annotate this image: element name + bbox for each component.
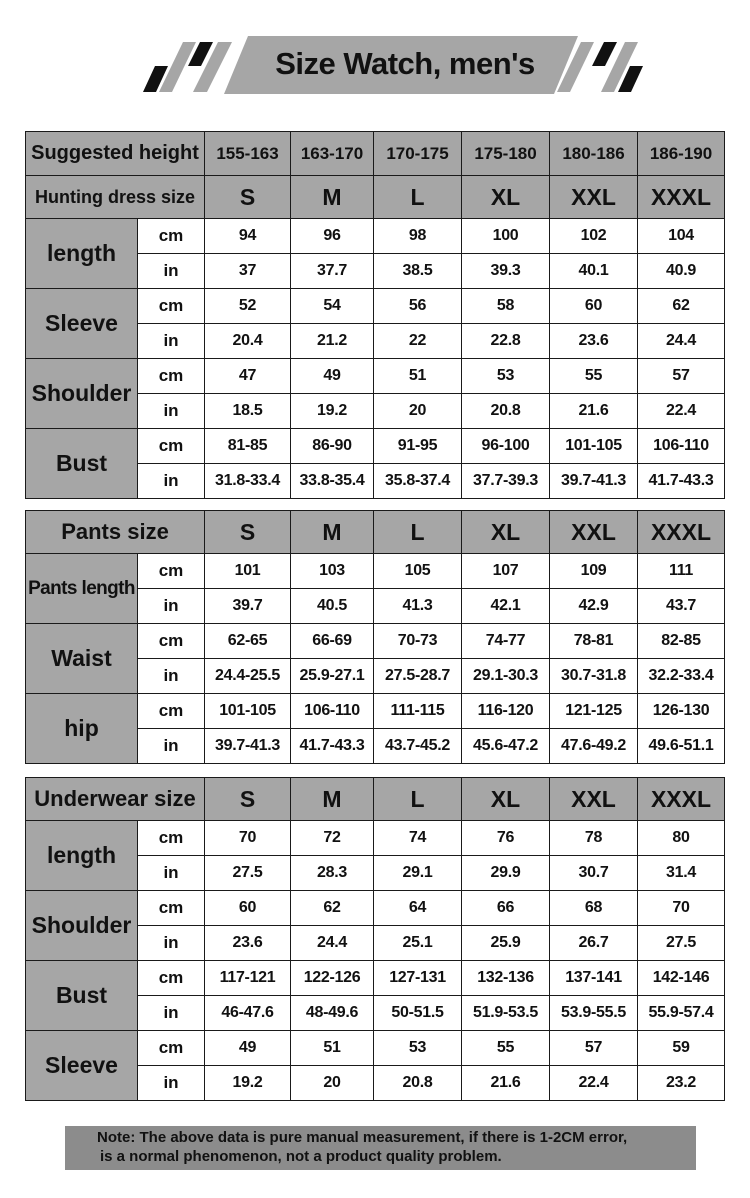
value-cell: 70-73	[374, 624, 462, 659]
value-cell: 20	[374, 394, 462, 429]
value-cell: 50-51.5	[374, 996, 462, 1031]
value-cell: 43.7	[638, 589, 725, 624]
value-cell: 26.7	[550, 926, 638, 961]
value-cell: 31.4	[638, 856, 725, 891]
value-cell: 49	[291, 359, 374, 394]
height-cell: 170-175	[374, 132, 462, 176]
size-label: M	[291, 176, 374, 219]
value-cell: 19.2	[291, 394, 374, 429]
value-cell: 25.9	[462, 926, 550, 961]
value-cell: 103	[291, 554, 374, 589]
value-cell: 81-85	[205, 429, 291, 464]
right-slash-2	[592, 42, 617, 66]
value-cell: 27.5	[638, 926, 725, 961]
value-cell: 22.8	[462, 324, 550, 359]
measurement-label-length: length	[26, 821, 138, 891]
value-cell: 22	[374, 324, 462, 359]
value-cell: 20	[291, 1066, 374, 1101]
value-cell: 96-100	[462, 429, 550, 464]
value-cell: 51	[374, 359, 462, 394]
table-row	[26, 429, 725, 464]
note-line-2: is a normal phenomenon, not a product quality problem.	[100, 1148, 502, 1165]
value-cell: 106-110	[638, 429, 725, 464]
size-label: XXL	[550, 511, 638, 554]
value-cell: 62	[638, 289, 725, 324]
value-cell: 78-81	[550, 624, 638, 659]
height-cell: 155-163	[205, 132, 291, 176]
size-label: XXXL	[638, 511, 725, 554]
value-cell: 100	[462, 219, 550, 254]
value-cell: 22.4	[638, 394, 725, 429]
measurement-label-sleeve: Sleeve	[26, 1031, 138, 1101]
value-cell: 42.9	[550, 589, 638, 624]
size-label: L	[374, 176, 462, 219]
value-cell: 39.7-41.3	[550, 464, 638, 499]
measurement-label-hip: hip	[26, 694, 138, 764]
value-cell: 28.3	[291, 856, 374, 891]
value-cell: 37.7	[291, 254, 374, 289]
value-cell: 33.8-35.4	[291, 464, 374, 499]
value-cell: 31.8-33.4	[205, 464, 291, 499]
value-cell: 102	[550, 219, 638, 254]
value-cell: 41.7-43.3	[638, 464, 725, 499]
value-cell: 39.3	[462, 254, 550, 289]
value-cell: 51.9-53.5	[462, 996, 550, 1031]
table-row	[26, 1031, 725, 1066]
value-cell: 74	[374, 821, 462, 856]
value-cell: 91-95	[374, 429, 462, 464]
value-cell: 32.2-33.4	[638, 659, 725, 694]
value-cell: 96	[291, 219, 374, 254]
value-cell: 21.2	[291, 324, 374, 359]
value-cell: 107	[462, 554, 550, 589]
value-cell: 70	[205, 821, 291, 856]
size-label: XXXL	[638, 778, 725, 821]
value-cell: 66	[462, 891, 550, 926]
value-cell: 40.1	[550, 254, 638, 289]
measurement-label-bust: Bust	[26, 429, 138, 499]
value-cell: 101	[205, 554, 291, 589]
unit-label: in	[138, 589, 205, 624]
unit-label: in	[138, 729, 205, 764]
size-header-row	[26, 511, 725, 554]
value-cell: 62-65	[205, 624, 291, 659]
value-cell: 49	[205, 1031, 291, 1066]
value-cell: 24.4-25.5	[205, 659, 291, 694]
unit-label: cm	[138, 694, 205, 729]
value-cell: 49.6-51.1	[638, 729, 725, 764]
value-cell: 132-136	[462, 961, 550, 996]
value-cell: 101-105	[205, 694, 291, 729]
value-cell: 22.4	[550, 1066, 638, 1101]
value-cell: 24.4	[638, 324, 725, 359]
value-cell: 29.1	[374, 856, 462, 891]
value-cell: 72	[291, 821, 374, 856]
value-cell: 53	[462, 359, 550, 394]
value-cell: 23.6	[205, 926, 291, 961]
table-row	[26, 554, 725, 589]
pants-size-table	[25, 510, 725, 764]
unit-label: cm	[138, 554, 205, 589]
value-cell: 52	[205, 289, 291, 324]
value-cell: 80	[638, 821, 725, 856]
measurement-label-length: length	[26, 219, 138, 289]
value-cell: 57	[638, 359, 725, 394]
unit-label: in	[138, 926, 205, 961]
size-header-row	[26, 778, 725, 821]
unit-label: in	[138, 254, 205, 289]
value-cell: 122-126	[291, 961, 374, 996]
value-cell: 39.7	[205, 589, 291, 624]
value-cell: 48-49.6	[291, 996, 374, 1031]
value-cell: 94	[205, 219, 291, 254]
value-cell: 57	[550, 1031, 638, 1066]
value-cell: 53	[374, 1031, 462, 1066]
height-cell: 163-170	[291, 132, 374, 176]
value-cell: 21.6	[550, 394, 638, 429]
size-label: S	[205, 778, 291, 821]
size-label: XXL	[550, 778, 638, 821]
value-cell: 37	[205, 254, 291, 289]
value-cell: 21.6	[462, 1066, 550, 1101]
value-cell: 105	[374, 554, 462, 589]
value-cell: 68	[550, 891, 638, 926]
value-cell: 111	[638, 554, 725, 589]
table-row	[26, 219, 725, 254]
value-cell: 55	[462, 1031, 550, 1066]
disclaimer-note	[65, 1126, 696, 1170]
value-cell: 20.8	[462, 394, 550, 429]
value-cell: 121-125	[550, 694, 638, 729]
table-row	[26, 359, 725, 394]
value-cell: 41.3	[374, 589, 462, 624]
value-cell: 116-120	[462, 694, 550, 729]
value-cell: 104	[638, 219, 725, 254]
table-row	[26, 961, 725, 996]
value-cell: 127-131	[374, 961, 462, 996]
value-cell: 24.4	[291, 926, 374, 961]
value-cell: 117-121	[205, 961, 291, 996]
value-cell: 62	[291, 891, 374, 926]
value-cell: 58	[462, 289, 550, 324]
measurement-label-shoulder: Shoulder	[26, 359, 138, 429]
value-cell: 41.7-43.3	[291, 729, 374, 764]
measurement-label-shoulder: Shoulder	[26, 891, 138, 961]
size-header-row	[26, 176, 725, 219]
value-cell: 37.7-39.3	[462, 464, 550, 499]
value-cell: 42.1	[462, 589, 550, 624]
value-cell: 106-110	[291, 694, 374, 729]
value-cell: 27.5	[205, 856, 291, 891]
unit-label: in	[138, 394, 205, 429]
value-cell: 20.4	[205, 324, 291, 359]
size-label: XL	[462, 511, 550, 554]
size-label: XL	[462, 176, 550, 219]
value-cell: 126-130	[638, 694, 725, 729]
table-row	[26, 891, 725, 926]
value-cell: 76	[462, 821, 550, 856]
size-label: M	[291, 778, 374, 821]
size-label: M	[291, 511, 374, 554]
value-cell: 39.7-41.3	[205, 729, 291, 764]
size-label: L	[374, 778, 462, 821]
value-cell: 46-47.6	[205, 996, 291, 1031]
value-cell: 137-141	[550, 961, 638, 996]
height-cell: 186-190	[638, 132, 725, 176]
value-cell: 19.2	[205, 1066, 291, 1101]
value-cell: 111-115	[374, 694, 462, 729]
table-row	[26, 624, 725, 659]
size-label: XL	[462, 778, 550, 821]
value-cell: 47	[205, 359, 291, 394]
value-cell: 27.5-28.7	[374, 659, 462, 694]
value-cell: 109	[550, 554, 638, 589]
size-label: XXXL	[638, 176, 725, 219]
unit-label: cm	[138, 359, 205, 394]
size-label: S	[205, 176, 291, 219]
value-cell: 101-105	[550, 429, 638, 464]
value-cell: 60	[550, 289, 638, 324]
pants-size-label: Pants size	[26, 511, 205, 554]
value-cell: 29.1-30.3	[462, 659, 550, 694]
value-cell: 25.1	[374, 926, 462, 961]
title-banner	[0, 0, 750, 110]
hunting-dress-size-label: Hunting dress size	[26, 176, 205, 219]
value-cell: 78	[550, 821, 638, 856]
unit-label: in	[138, 464, 205, 499]
value-cell: 23.6	[550, 324, 638, 359]
measurement-label-waist: Waist	[26, 624, 138, 694]
unit-label: in	[138, 324, 205, 359]
value-cell: 142-146	[638, 961, 725, 996]
unit-label: cm	[138, 219, 205, 254]
note-line-1: Note: The above data is pure manual measurement, if there is 1-2CM error,	[97, 1129, 628, 1146]
unit-label: cm	[138, 961, 205, 996]
value-cell: 54	[291, 289, 374, 324]
value-cell: 82-85	[638, 624, 725, 659]
value-cell: 98	[374, 219, 462, 254]
value-cell: 43.7-45.2	[374, 729, 462, 764]
value-cell: 59	[638, 1031, 725, 1066]
value-cell: 29.9	[462, 856, 550, 891]
height-cell: 180-186	[550, 132, 638, 176]
value-cell: 74-77	[462, 624, 550, 659]
value-cell: 51	[291, 1031, 374, 1066]
table-row	[26, 694, 725, 729]
value-cell: 40.5	[291, 589, 374, 624]
size-label: XXL	[550, 176, 638, 219]
measurement-label-pants-length: Pants length	[26, 554, 138, 624]
unit-label: in	[138, 1066, 205, 1101]
unit-label: cm	[138, 289, 205, 324]
value-cell: 38.5	[374, 254, 462, 289]
value-cell: 55	[550, 359, 638, 394]
value-cell: 47.6-49.2	[550, 729, 638, 764]
suggested-height-label: Suggested height	[26, 132, 205, 176]
hunting-dress-size-table	[25, 131, 725, 499]
unit-label: in	[138, 659, 205, 694]
table-row	[26, 289, 725, 324]
value-cell: 30.7	[550, 856, 638, 891]
page-title: Size Watch, men's	[275, 46, 535, 81]
value-cell: 23.2	[638, 1066, 725, 1101]
value-cell: 18.5	[205, 394, 291, 429]
value-cell: 60	[205, 891, 291, 926]
underwear-size-label: Underwear size	[26, 778, 205, 821]
unit-label: cm	[138, 624, 205, 659]
value-cell: 64	[374, 891, 462, 926]
size-label: S	[205, 511, 291, 554]
unit-label: cm	[138, 821, 205, 856]
value-cell: 70	[638, 891, 725, 926]
unit-label: cm	[138, 1031, 205, 1066]
height-cell: 175-180	[462, 132, 550, 176]
value-cell: 20.8	[374, 1066, 462, 1101]
value-cell: 30.7-31.8	[550, 659, 638, 694]
value-cell: 56	[374, 289, 462, 324]
value-cell: 25.9-27.1	[291, 659, 374, 694]
value-cell: 86-90	[291, 429, 374, 464]
value-cell: 55.9-57.4	[638, 996, 725, 1031]
value-cell: 35.8-37.4	[374, 464, 462, 499]
underwear-size-table	[25, 777, 725, 1101]
unit-label: in	[138, 856, 205, 891]
table-row	[26, 821, 725, 856]
value-cell: 53.9-55.5	[550, 996, 638, 1031]
measurement-label-sleeve: Sleeve	[26, 289, 138, 359]
value-cell: 40.9	[638, 254, 725, 289]
value-cell: 66-69	[291, 624, 374, 659]
unit-label: cm	[138, 429, 205, 464]
value-cell: 45.6-47.2	[462, 729, 550, 764]
unit-label: in	[138, 996, 205, 1031]
unit-label: cm	[138, 891, 205, 926]
measurement-label-bust: Bust	[26, 961, 138, 1031]
suggested-height-row	[26, 132, 725, 176]
size-label: L	[374, 511, 462, 554]
